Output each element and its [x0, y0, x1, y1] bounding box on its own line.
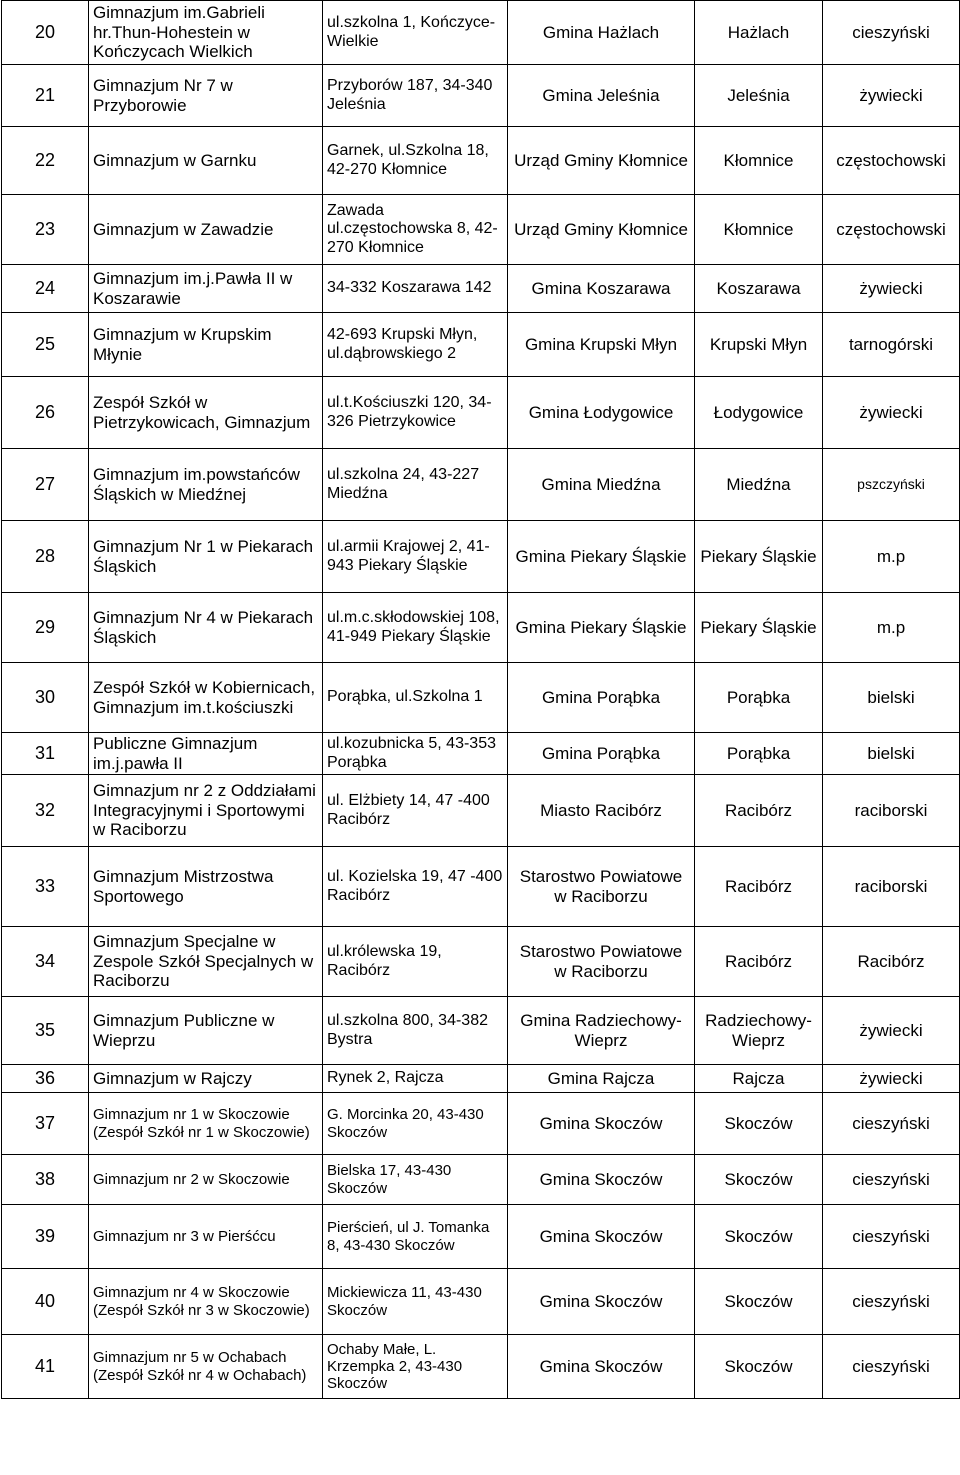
- miasto-cell: Krupski Młyn: [695, 313, 823, 377]
- row-number-cell: 41: [2, 1335, 89, 1399]
- row-number-cell: 23: [2, 195, 89, 265]
- address-cell: 34-332 Koszarawa 142: [323, 265, 508, 313]
- row-number-cell: 35: [2, 997, 89, 1065]
- address-cell: ul.szkolna 1, Kończyce-Wielkie: [323, 1, 508, 65]
- school-name-cell: Zespół Szkół w Kobiernicach, Gimnazjum im.t.kościuszki: [89, 663, 323, 733]
- miasto-cell: Kłomnice: [695, 127, 823, 195]
- school-name-cell: Gimnazjum Mistrzostwa Sportowego: [89, 847, 323, 927]
- miasto-cell: Miedźna: [695, 449, 823, 521]
- gmina-cell: Urząd Gminy Kłomnice: [508, 127, 695, 195]
- schools-table-body: [2, 1, 960, 1399]
- gmina-cell: Gmina Krupski Młyn: [508, 313, 695, 377]
- powiat-cell: pszczyński: [823, 449, 960, 521]
- powiat-cell: żywiecki: [823, 65, 960, 127]
- school-name-cell: Gimnazjum Specjalne w Zespole Szkół Specjalnych w Raciborzu: [89, 927, 323, 997]
- row-number-cell: 26: [2, 377, 89, 449]
- row-number-cell: 21: [2, 65, 89, 127]
- gmina-cell: Gmina Skoczów: [508, 1093, 695, 1155]
- table-row: [2, 1205, 960, 1269]
- miasto-cell: Skoczów: [695, 1335, 823, 1399]
- miasto-cell: Rajcza: [695, 1065, 823, 1093]
- school-name-cell: Gimnazjum Publiczne w Wieprzu: [89, 997, 323, 1065]
- powiat-cell: Racibórz: [823, 927, 960, 997]
- powiat-cell: żywiecki: [823, 1065, 960, 1093]
- gmina-cell: Miasto Racibórz: [508, 775, 695, 847]
- table-row: [2, 127, 960, 195]
- gmina-cell: Gmina Porąbka: [508, 733, 695, 775]
- school-name-cell: Gimnazjum nr 2 z Oddziałami Integracyjnymi i Sportowymi w Raciborzu: [89, 775, 323, 847]
- table-row: [2, 195, 960, 265]
- table-row: [2, 593, 960, 663]
- school-name-cell: Gimnazjum im.powstańców Śląskich w Miedźnej: [89, 449, 323, 521]
- row-number-cell: 27: [2, 449, 89, 521]
- powiat-cell: częstochowski: [823, 195, 960, 265]
- powiat-cell: m.p: [823, 593, 960, 663]
- address-cell: ul.szkolna 24, 43-227 Miedźna: [323, 449, 508, 521]
- school-name-cell: Gimnazjum nr 1 w Skoczowie (Zespół Szkół nr 1 w Skoczowie): [89, 1093, 323, 1155]
- gmina-cell: Gmina Porąbka: [508, 663, 695, 733]
- table-row: [2, 65, 960, 127]
- powiat-cell: cieszyński: [823, 1335, 960, 1399]
- row-number-cell: 39: [2, 1205, 89, 1269]
- gmina-cell: Gmina Koszarawa: [508, 265, 695, 313]
- row-number-cell: 29: [2, 593, 89, 663]
- powiat-cell: bielski: [823, 733, 960, 775]
- gmina-cell: Gmina Rajcza: [508, 1065, 695, 1093]
- miasto-cell: Radziechowy-Wieprz: [695, 997, 823, 1065]
- table-row: [2, 997, 960, 1065]
- row-number-cell: 34: [2, 927, 89, 997]
- address-cell: Mickiewicza 11, 43-430 Skoczów: [323, 1269, 508, 1335]
- school-name-cell: Gimnazjum nr 5 w Ochabach (Zespół Szkół nr 4 w Ochabach): [89, 1335, 323, 1399]
- table-row: [2, 449, 960, 521]
- table-row: [2, 847, 960, 927]
- table-row: [2, 265, 960, 313]
- address-cell: ul.armii Krajowej 2, 41-943 Piekary Śląskie: [323, 521, 508, 593]
- miasto-cell: Piekary Śląskie: [695, 521, 823, 593]
- gmina-cell: Gmina Skoczów: [508, 1155, 695, 1205]
- table-row: [2, 1155, 960, 1205]
- school-name-cell: Gimnazjum w Rajczy: [89, 1065, 323, 1093]
- miasto-cell: Skoczów: [695, 1205, 823, 1269]
- school-name-cell: Gimnazjum w Garnku: [89, 127, 323, 195]
- table-row: [2, 377, 960, 449]
- powiat-cell: m.p: [823, 521, 960, 593]
- miasto-cell: Racibórz: [695, 847, 823, 927]
- row-number-cell: 30: [2, 663, 89, 733]
- table-row: [2, 1335, 960, 1399]
- powiat-cell: tarnogórski: [823, 313, 960, 377]
- school-name-cell: Gimnazjum nr 4 w Skoczowie (Zespół Szkół nr 3 w Skoczowie): [89, 1269, 323, 1335]
- schools-table: [1, 0, 960, 1399]
- address-cell: Bielska 17, 43-430 Skoczów: [323, 1155, 508, 1205]
- miasto-cell: Skoczów: [695, 1155, 823, 1205]
- row-number-cell: 25: [2, 313, 89, 377]
- school-name-cell: Gimnazjum nr 2 w Skoczowie: [89, 1155, 323, 1205]
- gmina-cell: Gmina Jeleśnia: [508, 65, 695, 127]
- row-number-cell: 37: [2, 1093, 89, 1155]
- address-cell: ul.t.Kościuszki 120, 34-326 Pietrzykowice: [323, 377, 508, 449]
- school-name-cell: Zespół Szkół w Pietrzykowicach, Gimnazjum: [89, 377, 323, 449]
- table-row: [2, 1, 960, 65]
- table-row: [2, 1093, 960, 1155]
- address-cell: Pierścień, ul J. Tomanka 8, 43-430 Skoczów: [323, 1205, 508, 1269]
- address-cell: ul.szkolna 800, 34-382 Bystra: [323, 997, 508, 1065]
- miasto-cell: Łodygowice: [695, 377, 823, 449]
- address-cell: ul. Elżbiety 14, 47 -400 Racibórz: [323, 775, 508, 847]
- row-number-cell: 22: [2, 127, 89, 195]
- table-row: [2, 313, 960, 377]
- gmina-cell: Gmina Hażlach: [508, 1, 695, 65]
- table-row: [2, 733, 960, 775]
- school-name-cell: Gimnazjum Nr 1 w Piekarach Śląskich: [89, 521, 323, 593]
- address-cell: Zawada ul.częstochowska 8, 42-270 Kłomnice: [323, 195, 508, 265]
- powiat-cell: cieszyński: [823, 1155, 960, 1205]
- miasto-cell: Porąbka: [695, 663, 823, 733]
- row-number-cell: 38: [2, 1155, 89, 1205]
- row-number-cell: 28: [2, 521, 89, 593]
- table-row: [2, 775, 960, 847]
- powiat-cell: częstochowski: [823, 127, 960, 195]
- miasto-cell: Kłomnice: [695, 195, 823, 265]
- address-cell: Przyborów 187, 34-340 Jeleśnia: [323, 65, 508, 127]
- miasto-cell: Jeleśnia: [695, 65, 823, 127]
- school-name-cell: Gimnazjum im.j.Pawła II w Koszarawie: [89, 265, 323, 313]
- table-row: [2, 663, 960, 733]
- school-name-cell: Gimnazjum im.Gabrieli hr.Thun-Hohestein w Kończycach Wielkich: [89, 1, 323, 65]
- row-number-cell: 32: [2, 775, 89, 847]
- gmina-cell: Starostwo Powiatowe w Raciborzu: [508, 847, 695, 927]
- miasto-cell: Piekary Śląskie: [695, 593, 823, 663]
- row-number-cell: 24: [2, 265, 89, 313]
- row-number-cell: 40: [2, 1269, 89, 1335]
- miasto-cell: Skoczów: [695, 1093, 823, 1155]
- powiat-cell: żywiecki: [823, 377, 960, 449]
- address-cell: G. Morcinka 20, 43-430 Skoczów: [323, 1093, 508, 1155]
- table-row: [2, 1065, 960, 1093]
- miasto-cell: Koszarawa: [695, 265, 823, 313]
- powiat-cell: żywiecki: [823, 997, 960, 1065]
- table-row: [2, 927, 960, 997]
- powiat-cell: cieszyński: [823, 1, 960, 65]
- table-row: [2, 521, 960, 593]
- school-name-cell: Gimnazjum nr 3 w Pierśćcu: [89, 1205, 323, 1269]
- row-number-cell: 20: [2, 1, 89, 65]
- address-cell: ul.królewska 19, Racibórz: [323, 927, 508, 997]
- miasto-cell: Racibórz: [695, 775, 823, 847]
- school-name-cell: Gimnazjum Nr 7 w Przyborowie: [89, 65, 323, 127]
- row-number-cell: 36: [2, 1065, 89, 1093]
- gmina-cell: Gmina Skoczów: [508, 1335, 695, 1399]
- gmina-cell: Gmina Piekary Śląskie: [508, 521, 695, 593]
- gmina-cell: Gmina Piekary Śląskie: [508, 593, 695, 663]
- school-name-cell: Gimnazjum w Krupskim Młynie: [89, 313, 323, 377]
- address-cell: Ochaby Małe, L. Krzempka 2, 43-430 Skoczów: [323, 1335, 508, 1399]
- miasto-cell: Porąbka: [695, 733, 823, 775]
- address-cell: Garnek, ul.Szkolna 18, 42-270 Kłomnice: [323, 127, 508, 195]
- gmina-cell: Gmina Radziechowy-Wieprz: [508, 997, 695, 1065]
- powiat-cell: raciborski: [823, 775, 960, 847]
- address-cell: Porąbka, ul.Szkolna 1: [323, 663, 508, 733]
- row-number-cell: 33: [2, 847, 89, 927]
- address-cell: 42-693 Krupski Młyn, ul.dąbrowskiego 2: [323, 313, 508, 377]
- address-cell: Rynek 2, Rajcza: [323, 1065, 508, 1093]
- miasto-cell: Skoczów: [695, 1269, 823, 1335]
- powiat-cell: żywiecki: [823, 265, 960, 313]
- gmina-cell: Gmina Łodygowice: [508, 377, 695, 449]
- table-row: [2, 1269, 960, 1335]
- gmina-cell: Starostwo Powiatowe w Raciborzu: [508, 927, 695, 997]
- gmina-cell: Gmina Miedźna: [508, 449, 695, 521]
- school-name-cell: Gimnazjum w Zawadzie: [89, 195, 323, 265]
- gmina-cell: Urząd Gminy Kłomnice: [508, 195, 695, 265]
- miasto-cell: Hażlach: [695, 1, 823, 65]
- powiat-cell: cieszyński: [823, 1269, 960, 1335]
- gmina-cell: Gmina Skoczów: [508, 1205, 695, 1269]
- address-cell: ul. Kozielska 19, 47 -400 Racibórz: [323, 847, 508, 927]
- row-number-cell: 31: [2, 733, 89, 775]
- powiat-cell: raciborski: [823, 847, 960, 927]
- school-name-cell: Publiczne Gimnazjum im.j.pawła II: [89, 733, 323, 775]
- address-cell: ul.m.c.skłodowskiej 108, 41-949 Piekary Śląskie: [323, 593, 508, 663]
- address-cell: ul.kozubnicka 5, 43-353 Porąbka: [323, 733, 508, 775]
- miasto-cell: Racibórz: [695, 927, 823, 997]
- powiat-cell: cieszyński: [823, 1205, 960, 1269]
- powiat-cell: bielski: [823, 663, 960, 733]
- school-name-cell: Gimnazjum Nr 4 w Piekarach Śląskich: [89, 593, 323, 663]
- gmina-cell: Gmina Skoczów: [508, 1269, 695, 1335]
- powiat-cell: cieszyński: [823, 1093, 960, 1155]
